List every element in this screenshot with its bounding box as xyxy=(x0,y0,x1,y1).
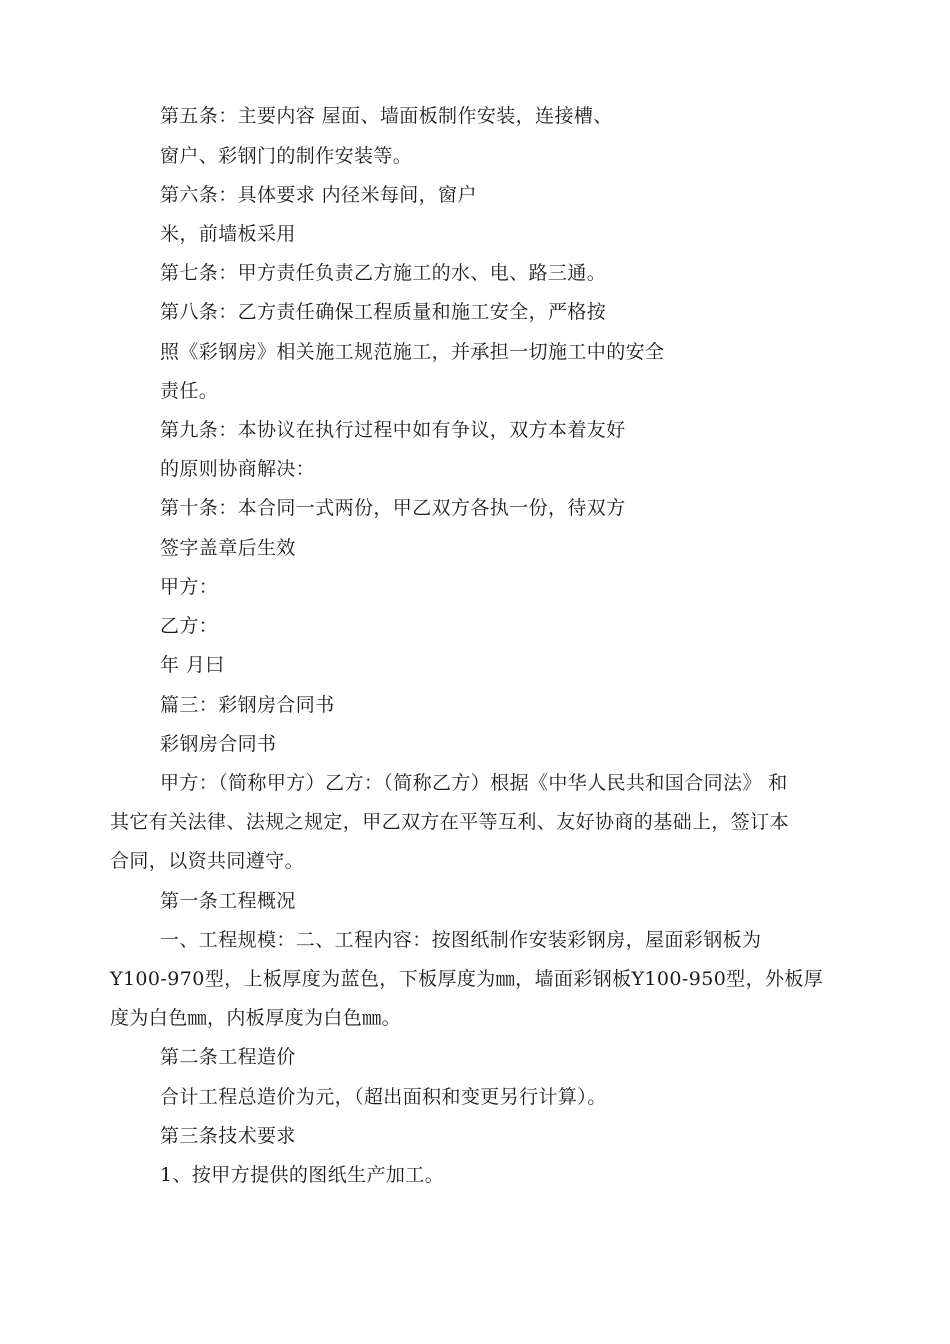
section-heading: 篇三：彩钢房合同书 xyxy=(160,694,335,716)
text-line: 签字盖章后生效 xyxy=(160,537,296,559)
text-line: 第六条：具体要求 内径米每间，窗户 xyxy=(160,184,477,206)
clause-heading: 第三条技术要求 xyxy=(160,1125,296,1147)
clause-heading: 第二条工程造价 xyxy=(160,1046,296,1068)
text-line: 合计工程总造价为元，（超出面积和变更另行计算）。 xyxy=(160,1086,607,1108)
text-line: 第九条：本协议在执行过程中如有争议，双方本着友好 xyxy=(160,419,626,441)
text-line: 乙方： xyxy=(160,615,219,637)
text-line: 1、按甲方提供的图纸生产加工。 xyxy=(160,1164,445,1186)
text-line: 责任。 xyxy=(160,380,219,402)
text-line: 年 月曰 xyxy=(160,654,225,676)
text-line: Y100-970型，上板厚度为蓝色，下板厚度为㎜，墙面彩钢板Y100-950型，外板厚 xyxy=(110,968,824,990)
text-line: 窗户、彩钢门的制作安装等。 xyxy=(160,145,413,167)
text-line: 第十条：本合同一式两份，甲乙双方各执一份，待双方 xyxy=(160,497,626,519)
document-title: 彩钢房合同书 xyxy=(160,733,277,755)
text-line: 第五条：主要内容 屋面、墙面板制作安装，连接槽、 xyxy=(160,105,613,127)
text-line: 照《彩钢房》相关施工规范施工，并承担一切施工中的安全 xyxy=(160,341,665,363)
text-line: 甲方：（简称甲方）乙方：（简称乙方）根据《中华人民共和国合同法》 和 xyxy=(160,772,788,794)
text-line: 合同，以资共同遵守。 xyxy=(110,850,305,872)
text-line: 一、工程规模：二、工程内容：按图纸制作安装彩钢房，屋面彩钢板为 xyxy=(160,929,762,951)
text-line: 第七条：甲方责任负责乙方施工的水、电、路三通。 xyxy=(160,262,607,284)
text-line: 甲方： xyxy=(160,576,219,598)
text-line: 米，前墙板采用 xyxy=(160,223,296,245)
text-line: 第八条：乙方责任确保工程质量和施工安全，严格按 xyxy=(160,301,607,323)
clause-heading: 第一条工程概况 xyxy=(160,890,296,912)
text-line: 度为白色㎜，内板厚度为白色㎜。 xyxy=(110,1007,402,1029)
text-line: 的原则协商解决： xyxy=(160,458,316,480)
text-line: 其它有关法律、法规之规定，甲乙双方在平等互利、友好协商的基础上，签订本 xyxy=(110,811,790,833)
